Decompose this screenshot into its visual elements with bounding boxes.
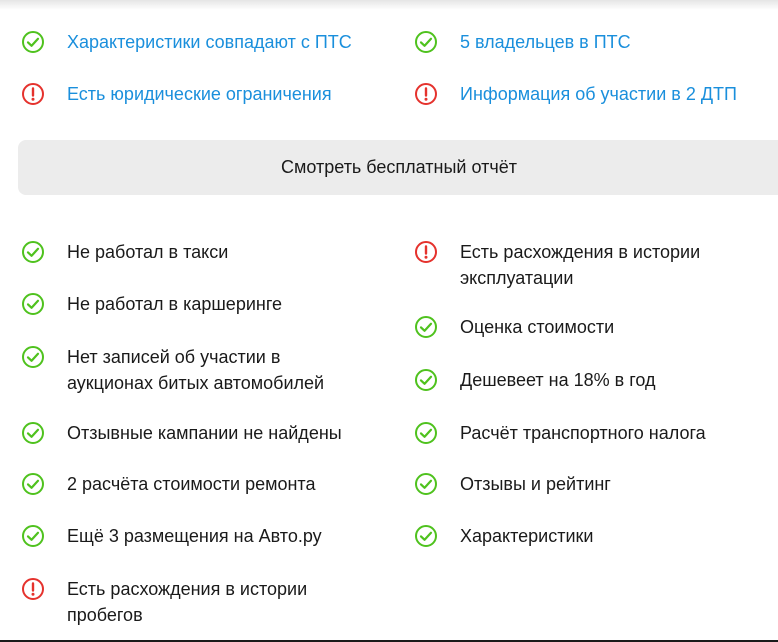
check-item-specs — [413, 523, 593, 549]
check-item-label: Есть расхождения в истории эксплуатации — [460, 242, 701, 288]
check-item-label: Есть расхождения в истории пробегов — [67, 579, 308, 625]
check-item-price-estimate — [413, 314, 614, 340]
summary-item-label[interactable]: Есть юридические ограничения — [67, 84, 332, 104]
check-item-label: Отзывные кампании не найдены — [67, 423, 342, 443]
exclamation-circle-icon — [413, 81, 439, 107]
check-item-reviews-rating — [413, 471, 611, 497]
check-circle-icon — [20, 523, 46, 549]
check-circle-icon — [413, 314, 439, 340]
check-item-label: Отзывы и рейтинг — [460, 474, 611, 494]
check-circle-icon — [20, 420, 46, 446]
free-report-button[interactable]: Смотреть бесплатный отчёт — [18, 140, 778, 195]
check-item-no-auctions — [20, 344, 324, 396]
check-item-label: Характеристики — [460, 526, 594, 546]
exclamation-circle-icon — [20, 81, 46, 107]
check-circle-icon — [413, 471, 439, 497]
summary-item-accidents[interactable] — [413, 81, 737, 107]
summary-item-label[interactable]: 5 владельцев в ПТС — [460, 32, 631, 52]
check-item-autoru-listings — [20, 523, 322, 549]
check-item-label: Расчёт транспортного налога — [460, 423, 706, 443]
check-item-repair-estimates — [20, 471, 315, 497]
check-item-usage-discrepancy — [413, 239, 700, 291]
summary-item-owners[interactable] — [413, 29, 631, 55]
check-item-label: Оценка стоимости — [460, 317, 615, 337]
check-item-depreciation — [413, 367, 656, 393]
check-item-label: Дешевеет на 18% в год — [460, 370, 656, 390]
check-item-transport-tax — [413, 420, 706, 446]
check-circle-icon — [413, 523, 439, 549]
check-item-label: Не работал в такси — [67, 242, 229, 262]
summary-item-label[interactable]: Характеристики совпадают с ПТС — [67, 32, 352, 52]
check-item-label: Нет записей об участии в аукционах битых автомобилей — [67, 347, 325, 393]
check-circle-icon — [413, 29, 439, 55]
check-circle-icon — [20, 29, 46, 55]
check-item-label: Не работал в каршеринге — [67, 294, 283, 314]
check-circle-icon — [413, 420, 439, 446]
check-item-label: 2 расчёта стоимости ремонта — [67, 474, 316, 494]
check-item-no-taxi — [20, 239, 228, 265]
check-item-no-carsharing — [20, 291, 282, 317]
check-item-label: Ещё 3 размещения на Авто.ру — [67, 526, 322, 546]
top-shadow — [0, 0, 778, 10]
exclamation-circle-icon — [413, 239, 439, 265]
check-circle-icon — [20, 291, 46, 317]
check-circle-icon — [20, 344, 46, 370]
check-item-recalls — [20, 420, 342, 446]
summary-item-specs-match[interactable] — [20, 29, 352, 55]
exclamation-circle-icon — [20, 576, 46, 602]
check-circle-icon — [413, 367, 439, 393]
check-circle-icon — [20, 471, 46, 497]
summary-item-label[interactable]: Информация об участии в 2 ДТП — [460, 84, 737, 104]
summary-item-legal-restrictions[interactable] — [20, 81, 332, 107]
check-item-mileage-discrepancy — [20, 576, 307, 628]
check-circle-icon — [20, 239, 46, 265]
